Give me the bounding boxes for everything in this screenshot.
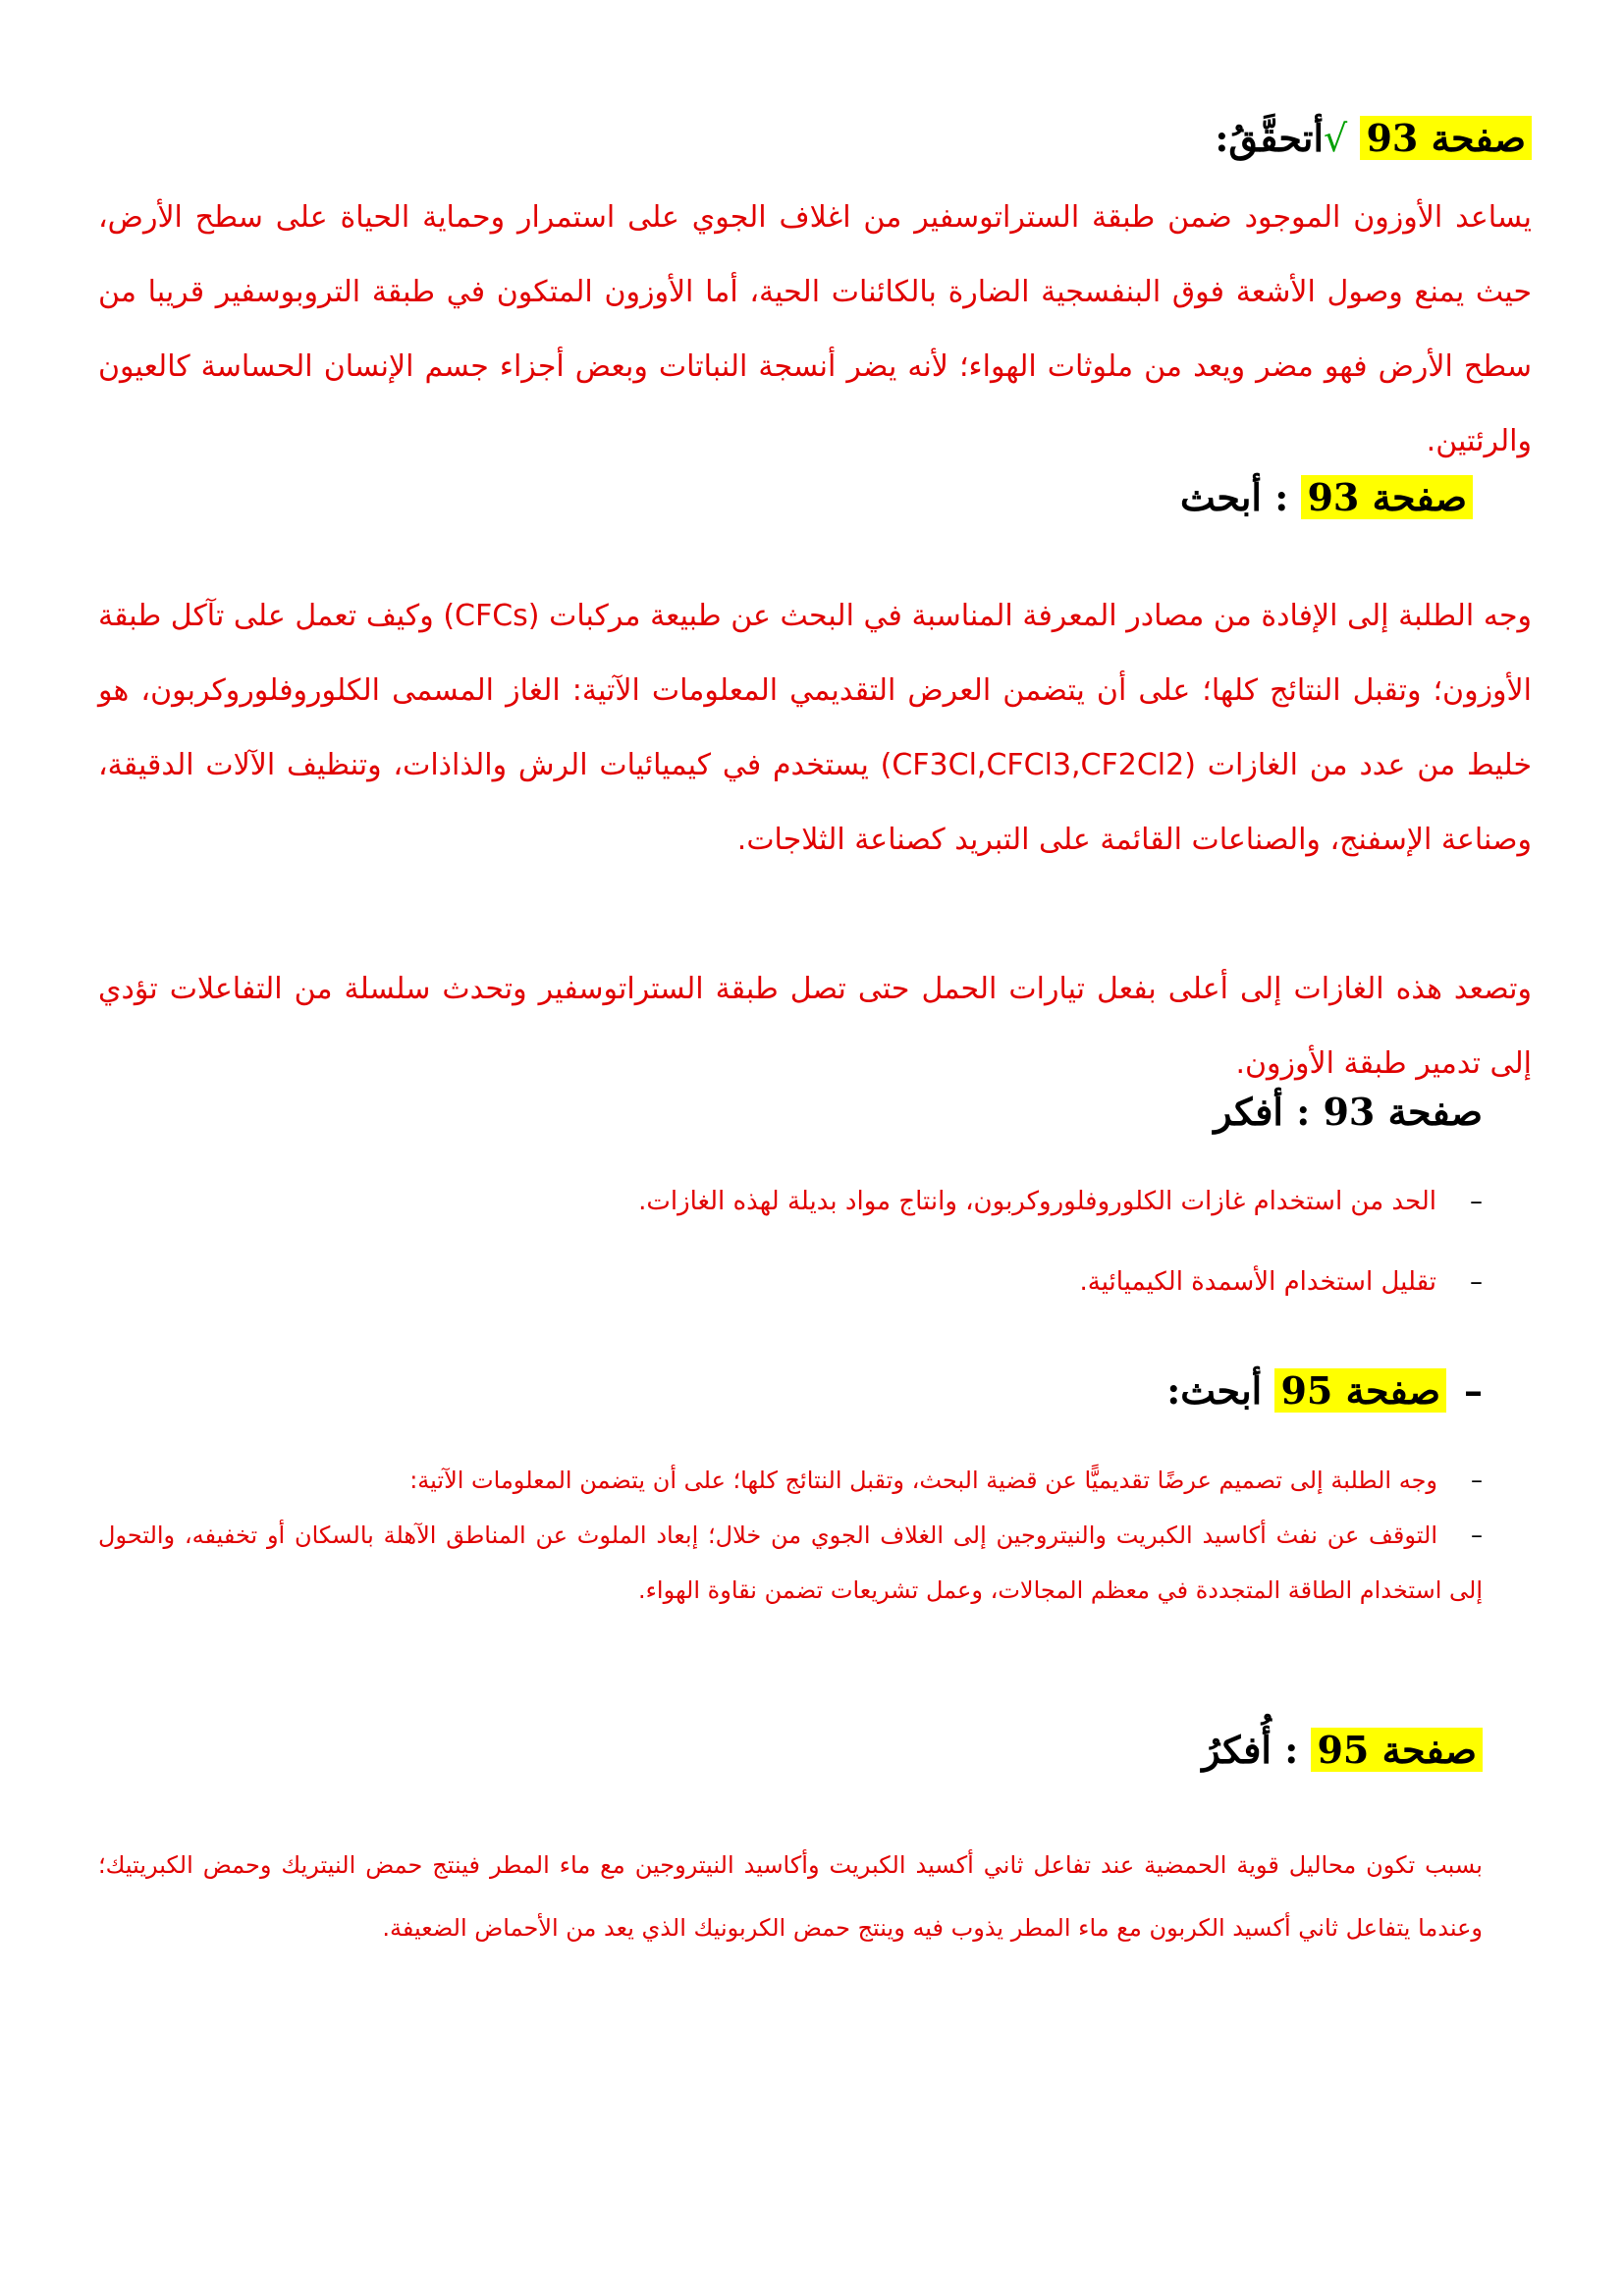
list-item-text: وجه الطلبة إلى تصميم عرضًا تقديميًّا عن قضية البحث، وتقبل النتائج كلها؛ على أن يتضمن المعلومات الآتية: xyxy=(409,1467,1437,1494)
heading-prefix: صفحة xyxy=(1345,1368,1440,1413)
page-number: 93 xyxy=(1307,475,1360,519)
heading-label: أبحث: xyxy=(1166,1368,1263,1413)
heading-prefix: صفحة xyxy=(1387,1090,1483,1134)
cfc-text-after: وكيف تعمل على تآكل طبقة الأوزون؛ وتقبل النتائج كلها؛ على أن يتضمن العرض التقديمي المعلومات الآتية: الغاز المسمى الكلوروفلوروكربون، هو خليط من عدد من الغازات xyxy=(98,599,1532,782)
check-icon: √ xyxy=(1324,117,1348,160)
list-item xyxy=(98,1508,1483,1618)
list-item xyxy=(98,1453,1483,1508)
dash-icon: – xyxy=(1464,1368,1483,1413)
list-item-text: تقليل استخدام الأسمدة الكيميائية. xyxy=(1079,1267,1436,1297)
heading-label: : أبحث xyxy=(1180,475,1289,519)
heading-label: : أُفكرُ xyxy=(1202,1728,1299,1772)
section-heading-4 xyxy=(1166,1368,1483,1413)
paragraph-acid-rain: بسبب تكون محاليل قوية الحمضية عند تفاعل ثاني أكسيد الكبريت وأكاسيد النيتروجين مع ماء المطر فينتج حمض النيتريك وحمض الكبريتيك؛ وعندما يتفاعل ثاني أكسيد الكربون مع ماء المطر يذوب فيه وينتج حمض الكربونيك الذي يعد من الأحماض الضعيفة. xyxy=(98,1851,1483,1942)
section-heading-5 xyxy=(1202,1728,1483,1772)
list-item xyxy=(1079,1251,1483,1313)
page-number: 95 xyxy=(1317,1728,1370,1772)
page-number: 93 xyxy=(1366,116,1419,160)
paragraph-cfc-research xyxy=(98,579,1532,878)
section-heading-2 xyxy=(1180,475,1473,519)
heading-label: : أفكر xyxy=(1214,1090,1311,1134)
list-item-text: التوقف عن نفث أكاسيد الكبريت والنيتروجين إلى الغلاف الجوي من خلال؛ إبعاد الملوث عن المناطق الآهلة بالسكان أو تخفيفه، والتحول إلى استخدام الطاقة المتجددة في معظم المجالات، وعمل تشريعات تضمن نقاوة الهواء. xyxy=(98,1522,1483,1604)
heading-prefix: صفحة xyxy=(1372,475,1467,519)
dash-icon: – xyxy=(1470,1187,1483,1216)
cfc-abbreviation: (CFCs) xyxy=(443,599,540,633)
section-heading-3 xyxy=(1214,1090,1483,1134)
cfc-formula: (CF3Cl,CFCl3,CF2Cl2) xyxy=(880,748,1196,782)
list-item xyxy=(638,1170,1483,1233)
page-number: 95 xyxy=(1280,1368,1333,1413)
dash-icon: – xyxy=(1470,1267,1483,1297)
cfc-text-end: يستخدم في كيميائيات الرش والذاذات، وتنظيف الآلات الدقيقة، وصناعة الإسفنج، والصناعات القائمة على التبريد كصناعة الثلاجات. xyxy=(98,748,1532,857)
heading-highlight xyxy=(1311,1728,1483,1772)
document-page xyxy=(98,98,1532,2209)
paragraph-stratosphere-reaction: وتصعد هذه الغازات إلى أعلى بفعل تيارات الحمل حتى تصل طبقة الستراتوسفير وتحدث سلسلة من التفاعلات تؤدي إلى تدمير طبقة الأوزون. xyxy=(98,972,1532,1081)
page-number: 93 xyxy=(1323,1090,1376,1134)
heading-prefix: صفحة xyxy=(1431,116,1526,160)
dash-icon: – xyxy=(1471,1467,1483,1494)
list-item-text: الحد من استخدام غازات الكلوروفلوروكربون، وانتاج مواد بديلة لهذه الغازات. xyxy=(638,1187,1436,1216)
heading-highlight xyxy=(1274,1368,1446,1413)
dash-icon: – xyxy=(1471,1522,1483,1549)
section-heading-1 xyxy=(1215,116,1532,160)
cfc-text-before: وجه الطلبة إلى الإفادة من مصادر المعرفة المناسبة في البحث عن طبيعة مركبات xyxy=(539,599,1532,633)
heading-label: أتحقَّقُ: xyxy=(1215,116,1325,160)
heading-prefix: صفحة xyxy=(1381,1728,1477,1772)
heading-highlight xyxy=(1301,475,1473,519)
heading-highlight xyxy=(1360,116,1532,160)
paragraph-ozone-role: يساعد الأوزون الموجود ضمن طبقة الستراتوسفير من اغلاف الجوي على استمرار وحماية الحياة على سطح الأرض، حيث يمنع وصول الأشعة فوق البنفسجية الضارة بالكائنات الحية، أما الأوزون المتكون في طبقة التروبوسفير قريبا من سطح الأرض فهو مضر ويعد من ملوثات الهواء؛ لأنه يضر أنسجة النباتات وبعض أجزاء جسم الإنسان الحساسة كالعيون والرئتين. xyxy=(98,200,1532,458)
